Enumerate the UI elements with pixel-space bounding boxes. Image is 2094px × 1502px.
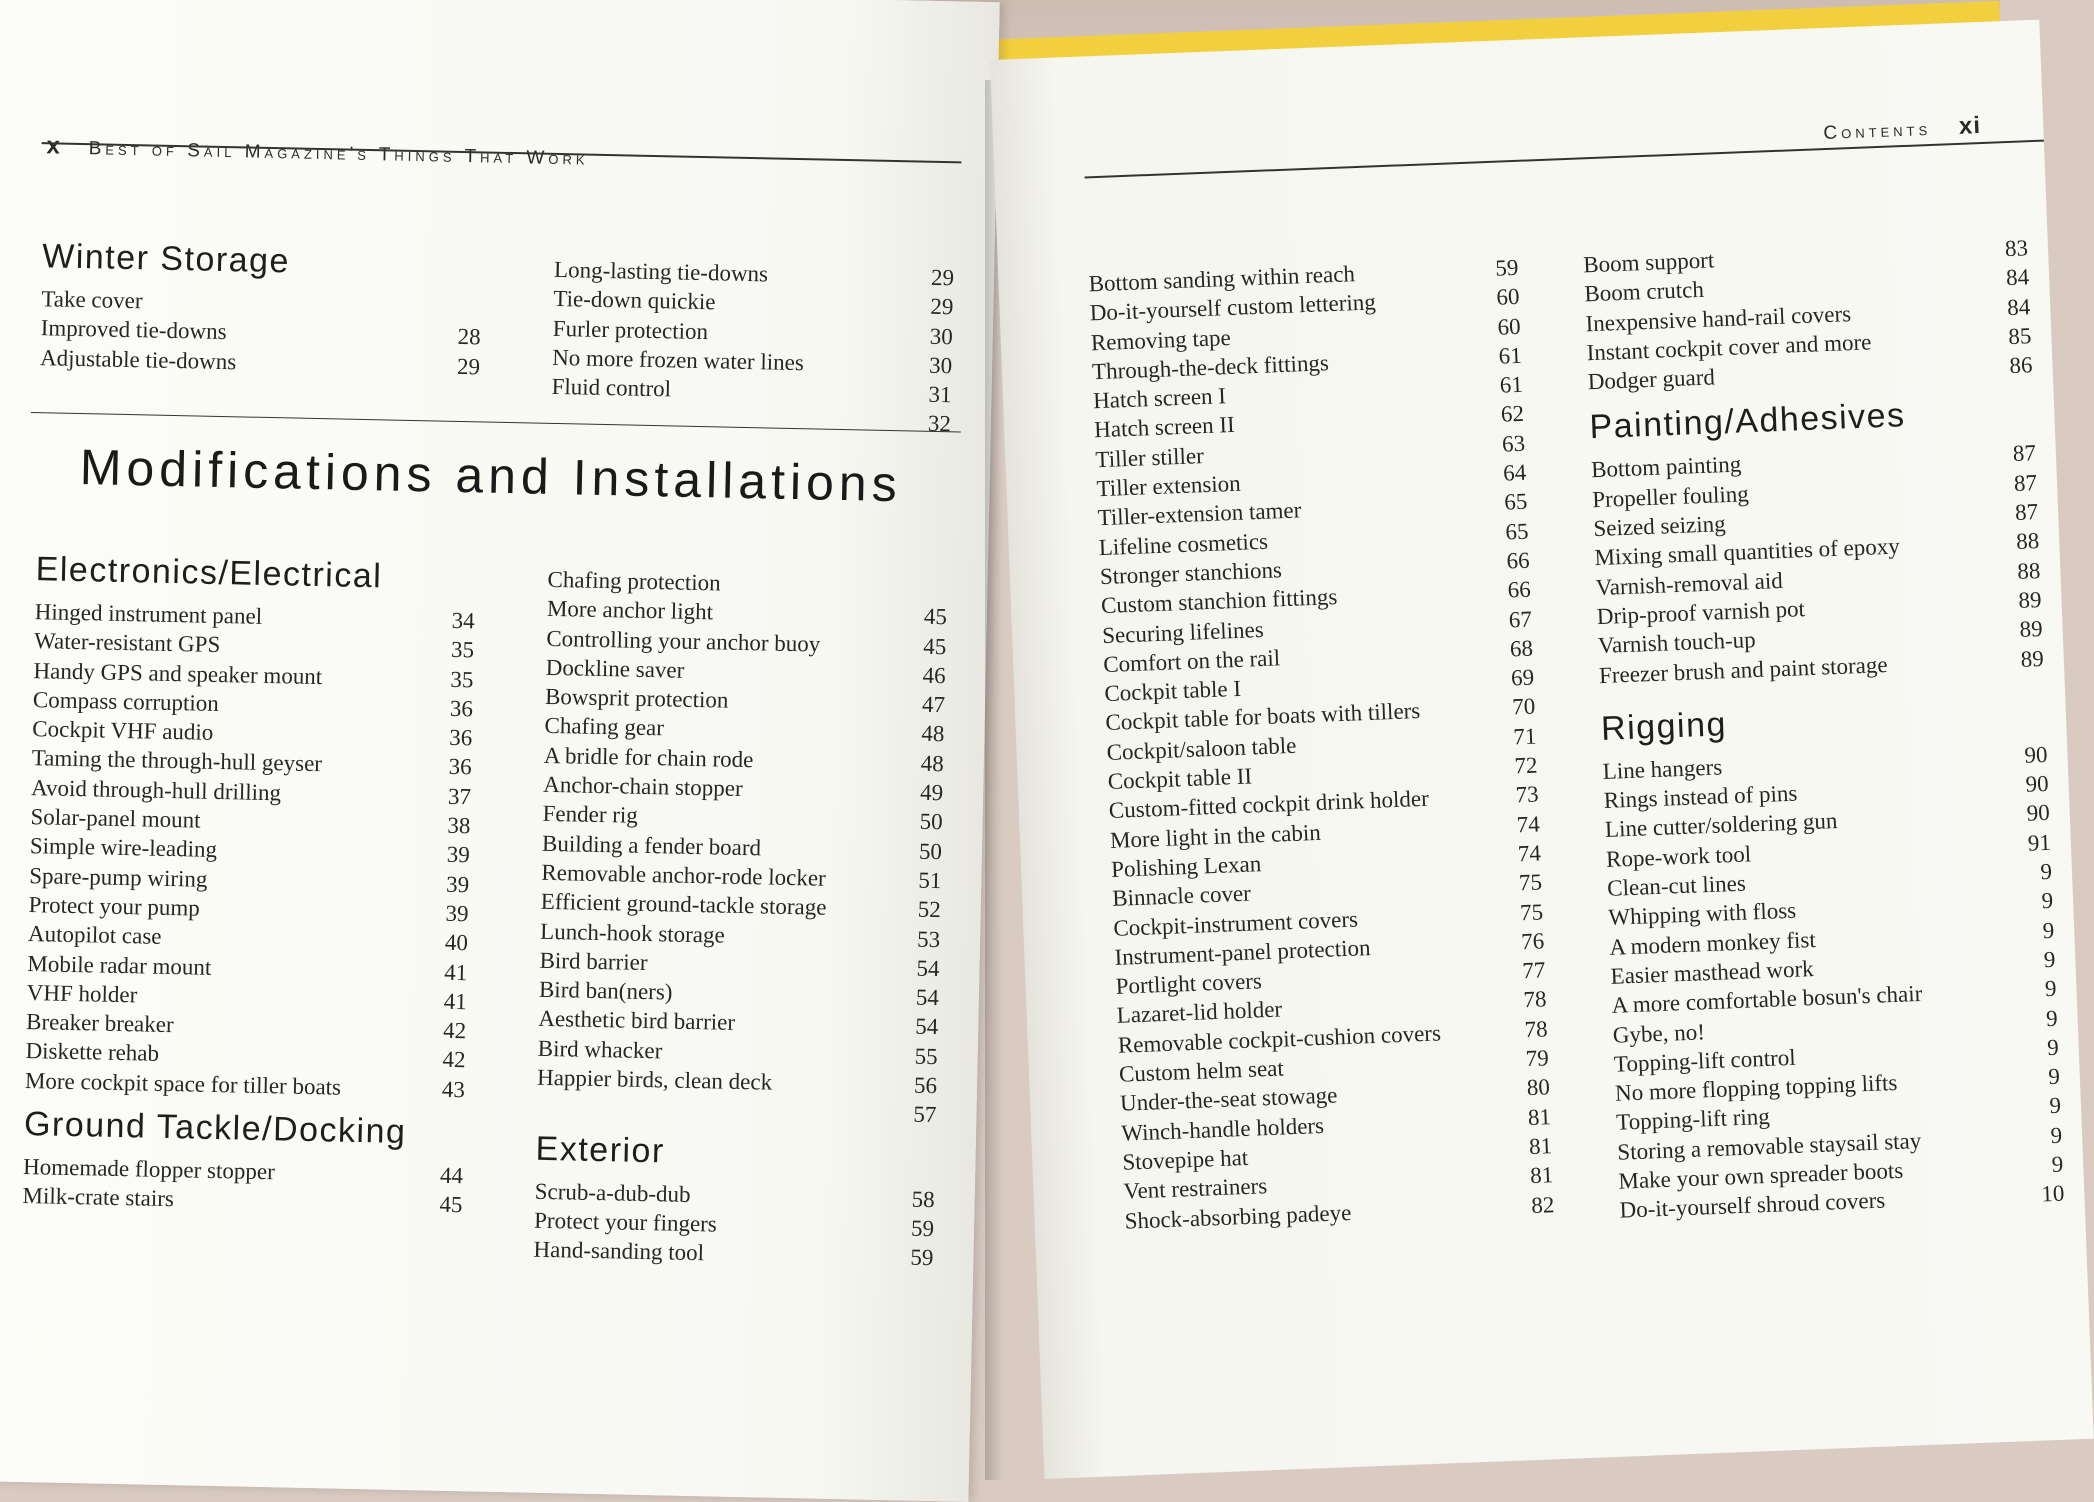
- page-number: 9: [2039, 858, 2053, 885]
- entry-title: More cockpit space for tiller boats: [24, 1067, 342, 1100]
- page-number: 87: [2014, 499, 2039, 526]
- entry-title: Hatch screen II: [1093, 412, 1236, 443]
- page-number: 32: [927, 411, 952, 437]
- page-number: 61: [1499, 371, 1524, 398]
- entry-title: Compass corruption: [32, 686, 220, 716]
- right-right-column: [1583, 233, 2065, 1225]
- page-number: 81: [1529, 1162, 1554, 1189]
- entry-title: Gybe, no!: [1612, 1018, 1706, 1048]
- page-number: 54: [915, 1014, 939, 1040]
- page-number: 30: [929, 323, 954, 349]
- page-number: 51: [918, 867, 942, 894]
- left-page-number: x: [46, 132, 62, 160]
- entry-title: Dodger guard: [1587, 364, 1716, 395]
- page-number: 52: [917, 896, 942, 923]
- entry-title: Tiller-extension tamer: [1097, 497, 1302, 531]
- page-number: 65: [1503, 489, 1528, 515]
- right-page-number: xi: [1958, 112, 1982, 140]
- page-number: 38: [447, 812, 471, 839]
- page-number: 49: [919, 779, 944, 806]
- page-number: 34: [451, 607, 475, 634]
- section-heading: Winter Storage: [41, 237, 291, 281]
- entry-title: No more flopping topping lifts: [1614, 1070, 1898, 1106]
- right-running-title: Contents: [1823, 118, 1932, 145]
- page-number: 41: [444, 959, 468, 985]
- entry-title: Hinged instrument panel: [34, 599, 263, 629]
- page-number: 9: [2045, 1005, 2059, 1031]
- middle-column: [533, 565, 948, 1273]
- page-number: 88: [2015, 528, 2040, 555]
- entry-title: Adjustable tie-downs: [39, 344, 237, 374]
- entry-title: Tiller extension: [1096, 470, 1242, 502]
- entry-title: Freezer brush and paint storage: [1598, 651, 1889, 688]
- entry-title: Bowsprit protection: [544, 684, 729, 713]
- entry-title: Binnacle cover: [1111, 880, 1252, 912]
- entry-title: No more frozen water lines: [551, 344, 805, 376]
- entry-title: Polishing Lexan: [1110, 851, 1262, 882]
- page-number: 84: [2005, 264, 2030, 291]
- page-number: 42: [442, 1047, 466, 1073]
- entry-title: Removable anchor-rode locker: [541, 859, 827, 891]
- page-number: 75: [1519, 898, 1544, 925]
- entry-title: Building a fender board: [541, 830, 762, 861]
- page-number: 28: [457, 324, 481, 350]
- page-number: 36: [448, 725, 473, 751]
- entry-title: Dockline saver: [545, 654, 685, 683]
- section-heading: Exterior: [535, 1129, 666, 1171]
- left-page: [0, 0, 1000, 1502]
- section-heading: Painting/Adhesives: [1588, 396, 1907, 447]
- entry-title: Milk-crate stairs: [22, 1183, 175, 1212]
- entry-title: Anchor-chain stopper: [543, 771, 743, 802]
- entry-title: Bird ban(ners): [538, 976, 673, 1005]
- page-number: 88: [2016, 557, 2041, 584]
- page-number: 73: [1515, 781, 1540, 808]
- entry-list: [551, 255, 954, 410]
- entry-title: Easier masthead work: [1610, 956, 1815, 989]
- page-number: 90: [2026, 800, 2051, 827]
- entry-title: Stovepipe hat: [1121, 1144, 1249, 1175]
- entry-title: Chafing protection: [547, 566, 721, 596]
- entry-title: Cockpit-instrument covers: [1112, 906, 1359, 941]
- entry-title: Controlling your anchor buoy: [546, 625, 821, 657]
- entry-title: Take cover: [41, 286, 143, 314]
- page-number: 59: [1494, 254, 1519, 281]
- page-number: 48: [920, 750, 945, 776]
- page-number: 9: [2043, 946, 2056, 973]
- entry-title: Cockpit table II: [1107, 763, 1253, 795]
- page-number: 31: [928, 381, 952, 408]
- entry-title: Efficient ground-tackle storage: [540, 889, 827, 921]
- entry-title: Furler protection: [552, 315, 709, 344]
- page-number: 59: [910, 1215, 935, 1242]
- entry-title: Comfort on the rail: [1102, 645, 1281, 677]
- page-number: 63: [1501, 430, 1526, 457]
- entry-title: Line hangers: [1602, 754, 1723, 784]
- page-number: 46: [922, 662, 946, 689]
- entry-title: Varnish touch-up: [1597, 627, 1757, 659]
- page-number: 91: [2027, 829, 2052, 856]
- page-number: 83: [2004, 235, 2029, 262]
- page-number: 87: [2013, 469, 2038, 496]
- entry-list: [22, 1152, 463, 1220]
- entry-title: Topping-lift ring: [1615, 1104, 1771, 1136]
- entry-title: Storing a removable staysail stay: [1616, 1127, 1922, 1165]
- right-left-column: [1088, 253, 1555, 1236]
- page-number: 42: [442, 1017, 467, 1044]
- page-number: 9: [2047, 1063, 2061, 1090]
- entry-title: Line cutter/soldering gun: [1604, 808, 1838, 843]
- entry-title: Bottom painting: [1590, 451, 1742, 483]
- entry-title: Rings instead of pins: [1603, 780, 1798, 814]
- entry-list: [1602, 740, 2065, 1225]
- page-number: 44: [439, 1162, 464, 1189]
- electronics-section: [22, 550, 476, 1220]
- page-number: 54: [916, 955, 940, 982]
- entry-title: Scrub-a-dub-dub: [534, 1178, 691, 1207]
- page-number: 9: [2042, 917, 2055, 943]
- page-number: 65: [1505, 518, 1529, 545]
- section-heading: Electronics/Electrical: [35, 550, 383, 596]
- entry-title: Lazaret-lid holder: [1116, 996, 1283, 1029]
- entry-title: Custom stanchion fittings: [1100, 584, 1338, 619]
- section-heading: Rigging: [1600, 705, 1728, 748]
- page-number: 9: [2051, 1151, 2064, 1178]
- page-number: 43: [441, 1076, 466, 1102]
- page-number: 57: [913, 1101, 937, 1128]
- page-number: 76: [1520, 928, 1545, 955]
- entry-list: [533, 1176, 935, 1272]
- page-number: 36: [448, 754, 472, 780]
- entry-title: Stronger stanchions: [1099, 557, 1283, 590]
- entry-title: Whipping with floss: [1607, 898, 1797, 931]
- header-rule: [1085, 140, 2044, 179]
- entry-title: Protect your fingers: [533, 1207, 718, 1237]
- page-number: 39: [445, 871, 470, 897]
- page-number: 35: [450, 666, 474, 692]
- entry-list: [537, 565, 948, 1101]
- page-number: 40: [444, 930, 469, 956]
- entry-title: Taming the through-hull geyser: [31, 745, 323, 777]
- entry-title: Portlight covers: [1115, 968, 1263, 999]
- page-number: 9: [2044, 975, 2057, 1002]
- entry-title: A bridle for chain rode: [543, 742, 754, 772]
- entry-title: Diskette rehab: [25, 1038, 160, 1067]
- page-number: 30: [928, 352, 953, 379]
- entry-title: Handy GPS and speaker mount: [33, 657, 323, 689]
- entry-title: Aesthetic bird barrier: [538, 1006, 736, 1036]
- entry-title: A more comfortable bosun's chair: [1611, 981, 1923, 1019]
- page-number: 60: [1497, 313, 1522, 340]
- entry-title: Mixing small quantities of epoxy: [1594, 533, 1901, 571]
- right-header: [1823, 112, 1982, 146]
- page-number: 29: [930, 264, 955, 291]
- entry-title: Cockpit VHF audio: [32, 716, 214, 746]
- entry-title: Inexpensive hand-rail covers: [1585, 300, 1852, 336]
- entry-title: Drip-proof varnish pot: [1596, 596, 1806, 630]
- entry-title: Water-resistant GPS: [33, 628, 221, 658]
- page-number: 55: [914, 1043, 938, 1069]
- page-number: 54: [915, 984, 940, 1011]
- page-number: 58: [911, 1186, 935, 1212]
- entry-title: Avoid through-hull drilling: [30, 774, 282, 806]
- page-number: 85: [2007, 323, 2032, 349]
- entry-title: Under-the-seat stowage: [1119, 1082, 1338, 1117]
- page-number: 79: [1525, 1045, 1550, 1072]
- entry-title: Winch-handle holders: [1120, 1112, 1325, 1146]
- page-number: 75: [1518, 869, 1543, 896]
- entry-title: Bottom sanding within reach: [1088, 261, 1356, 297]
- entry-title: Bird whacker: [537, 1035, 663, 1064]
- page-number: 59: [910, 1244, 934, 1271]
- entry-title: Breaker breaker: [25, 1009, 174, 1038]
- entry-title: Hand-sanding tool: [533, 1236, 705, 1266]
- entry-title: Protect your pump: [28, 892, 201, 921]
- entry-title: Cockpit/saloon table: [1106, 732, 1297, 765]
- entry-title: Chafing gear: [544, 713, 665, 741]
- page-number: 66: [1506, 547, 1531, 574]
- page-number: 9: [2046, 1034, 2060, 1060]
- entry-title: Rope-work tool: [1605, 841, 1752, 872]
- entry-title: Cockpit table I: [1103, 675, 1242, 707]
- page-number: 45: [923, 604, 948, 630]
- left-running-title: Best of Sail Magazine's Things That Work: [88, 138, 589, 170]
- page-number: 72: [1514, 752, 1538, 779]
- page-number: 9: [2050, 1122, 2063, 1148]
- page-number: 74: [1516, 811, 1541, 837]
- page-number: 69: [1510, 664, 1535, 691]
- page-number: 9: [2041, 888, 2054, 914]
- entry-title: Securing lifelines: [1101, 616, 1265, 648]
- entry-list: [40, 284, 482, 381]
- page-number: 81: [1527, 1103, 1552, 1130]
- entry-title: Happier birds, clean deck: [536, 1064, 773, 1095]
- part-title: Modifications and Installations: [79, 439, 903, 513]
- page-number: 9: [2048, 1093, 2062, 1119]
- entry-title: Removing tape: [1090, 324, 1232, 355]
- entry-title: Vent restrainers: [1123, 1173, 1268, 1204]
- page-number: 86: [2009, 352, 2033, 379]
- entry-title: VHF holder: [26, 979, 138, 1008]
- page-number: 10: [2040, 1180, 2065, 1207]
- entry-title: Clean-cut lines: [1606, 870, 1747, 901]
- entry-title: A modern monkey fist: [1609, 926, 1817, 960]
- page-number: 45: [923, 633, 947, 659]
- entry-title: Cockpit table for boats with tillers: [1105, 698, 1421, 736]
- entry-list: [1591, 439, 2045, 690]
- entry-title: Hatch screen I: [1092, 383, 1227, 414]
- entry-list: [1088, 253, 1555, 1236]
- page-number: 41: [443, 988, 467, 1015]
- entry-title: Custom helm seat: [1118, 1055, 1285, 1087]
- page-number: 81: [1528, 1133, 1553, 1160]
- page-number: 71: [1512, 723, 1537, 750]
- page-number: 67: [1508, 606, 1533, 633]
- entry-title: Homemade flopper stopper: [22, 1154, 276, 1185]
- page-number: 89: [2020, 645, 2045, 672]
- entry-title: Improved tie-downs: [40, 315, 227, 345]
- entry-title: Shock-absorbing padeye: [1124, 1199, 1352, 1234]
- page-number: 89: [2019, 616, 2044, 643]
- page-number: 45: [439, 1192, 463, 1218]
- page-number: 90: [2025, 771, 2050, 797]
- page-number: 56: [913, 1072, 938, 1099]
- entry-title: Mobile radar mount: [27, 950, 212, 980]
- page-number: 29: [930, 294, 954, 320]
- page-number: 36: [449, 695, 474, 722]
- entry-title: Fluid control: [551, 374, 672, 402]
- entry-title: Simple wire-leading: [29, 833, 218, 863]
- entry-title: Instrument-panel protection: [1114, 934, 1371, 970]
- section-heading: Ground Tackle/Docking: [23, 1105, 407, 1152]
- page-number: 66: [1507, 576, 1532, 603]
- page-number: 70: [1511, 694, 1536, 720]
- entry-title: Boom support: [1582, 247, 1715, 278]
- page-number: 50: [919, 809, 943, 835]
- page-number: 39: [446, 842, 471, 868]
- entry-title: Boom crutch: [1583, 277, 1705, 307]
- page-number: 74: [1517, 840, 1542, 867]
- entry-title: Autopilot case: [27, 921, 162, 950]
- entry-title: Through-the-deck fittings: [1091, 350, 1330, 385]
- entry-title: Varnish-removal aid: [1595, 567, 1784, 600]
- entry-title: Custom-fitted cockpit drink holder: [1108, 786, 1430, 824]
- entry-title: More anchor light: [546, 596, 714, 625]
- page-number: 87: [2012, 440, 2037, 467]
- page-number: 53: [916, 926, 941, 952]
- entry-title: Bird barrier: [539, 947, 648, 975]
- page-number: 48: [921, 721, 945, 747]
- page-number: 78: [1523, 986, 1547, 1013]
- page-number: 82: [1530, 1191, 1555, 1218]
- entry-title: Instant cockpit cover and more: [1586, 329, 1872, 366]
- page-number: 37: [447, 783, 472, 810]
- entry-title: Fender rig: [542, 801, 639, 829]
- page-number: 64: [1502, 459, 1527, 486]
- entry-title: More light in the cabin: [1109, 819, 1322, 853]
- page-number: 35: [450, 637, 475, 663]
- page-number: 90: [2023, 741, 2048, 768]
- page-number: 89: [2018, 587, 2042, 613]
- entry-title: Do-it-yourself shroud covers: [1619, 1187, 1886, 1223]
- page-number: 62: [1500, 401, 1525, 428]
- entry-list: [25, 597, 475, 1104]
- page-number: 61: [1498, 342, 1523, 369]
- page-number: 29: [456, 353, 481, 379]
- page-number: 60: [1496, 284, 1520, 311]
- entry-list: [1583, 233, 2033, 396]
- page-number: 78: [1524, 1016, 1549, 1042]
- entry-title: Make your own spreader boots: [1618, 1157, 1904, 1194]
- entry-title: Do-it-yourself custom lettering: [1089, 289, 1377, 326]
- entry-title: Propeller fouling: [1591, 480, 1750, 512]
- entry-title: Tie-down quickie: [553, 286, 716, 315]
- winter-storage-continued: [551, 255, 955, 439]
- entry-title: Removable cockpit-cushion covers: [1117, 1020, 1442, 1058]
- entry-title: Seized seizing: [1592, 511, 1727, 542]
- entry-title: Long-lasting tie-downs: [553, 256, 769, 287]
- entry-title: Lunch-hook storage: [539, 918, 726, 948]
- page-number: 50: [918, 838, 943, 864]
- page-number: 80: [1526, 1074, 1551, 1101]
- page-number: 84: [2006, 293, 2031, 320]
- entry-title: Lifeline cosmetics: [1098, 528, 1269, 560]
- page-number: 68: [1509, 635, 1534, 662]
- entry-title: Topping-lift control: [1613, 1044, 1797, 1077]
- winter-storage-section: [40, 237, 483, 381]
- entry-title: Tiller stiller: [1094, 442, 1205, 473]
- entry-title: Solar-panel mount: [30, 804, 201, 833]
- right-page: [990, 20, 2094, 1479]
- page-number: 47: [921, 691, 946, 718]
- page-number: 77: [1521, 957, 1546, 984]
- entry-title: Spare-pump wiring: [29, 862, 208, 892]
- page-number: 39: [445, 900, 469, 927]
